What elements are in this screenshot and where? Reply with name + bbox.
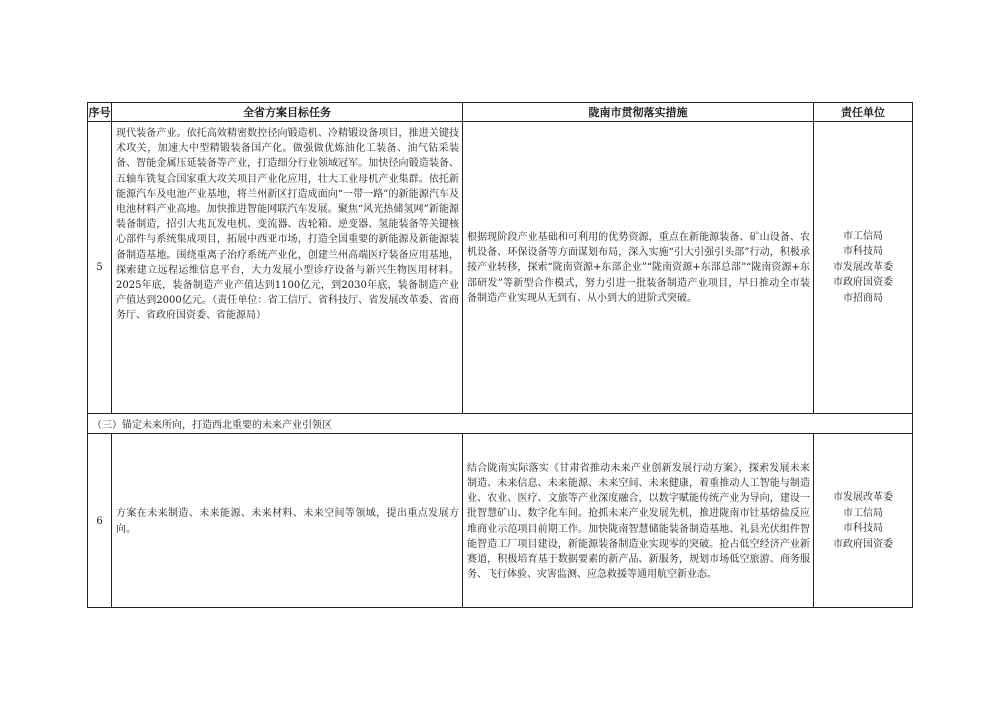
responsible-unit: 市科技局 [843, 246, 883, 258]
responsible-unit: 市科技局 [843, 523, 883, 534]
header-seq: 序号 [88, 106, 111, 119]
row-5-longnan-measure: 根据现阶段产业基础和可利用的优势资源，重点在新能源装备、矿山设备、农机设备、环保设备等方面谋划布局，深入实施“引大引强引头部”行动，积极承接产业转移，探索“陇南资源+东部企业”“陇南资源+东部总部”“陇南资源+东部研发”等新型合作模式，努力引进一批装备制造产业项目，早日推动全市装备制造产业实现从无到有、从小到大的进阶式突破。 [467, 231, 810, 304]
header-longnan-measures: 陇南市贯彻落实措施 [588, 106, 688, 119]
responsible-unit: 市政府国资委 [833, 538, 893, 550]
responsible-unit: 市工信局 [843, 230, 883, 242]
responsible-unit: 市招商局 [843, 292, 883, 304]
row-6-longnan-cell [463, 434, 813, 608]
responsible-unit: 市发展改革委 [833, 492, 893, 503]
row-6-responsible-units [814, 434, 912, 608]
row-6-seq: 6 [96, 515, 103, 527]
header-provincial-tasks: 全省方案目标任务 [243, 106, 331, 119]
responsible-unit: 市工信局 [843, 507, 883, 519]
row-5-longnan-cell [463, 122, 813, 413]
row-6-provincial-task: 方案在未来制造、未来能源、未来材料、未来空间等领域，提出重点发展方向。 [116, 508, 459, 535]
row-5-seq: 5 [96, 262, 103, 273]
section-heading-3: （三）锚定未来所向，打造西北重要的未来产业引领区 [88, 414, 912, 433]
policy-table [87, 102, 913, 608]
row-5-provincial-task: 现代装备产业。依托高效精密数控径向锻造机、冷精锻设备项目，推进关键技术攻关，加速大中型精锻装备国产化。做强做优炼油化工装备、油气钻采装备、智能金属压延装备等产业，打造细分行业领域冠军。加快径向锻造装备、五轴车铣复合国家重大攻关项目产业化应用，壮大工业母机产业集群。依托新能源汽车及电池产业基地，将兰州新区打造成面向“一带一路”的新能源汽车及电池材料产业高地。加快推进智能网联汽车发展。聚焦“风光热储氢网”新能源装备制造，招引大兆瓦发电机、变流器、齿轮箱、逆变器、氢能装备等关键核心部件与系统集成项目，拓展中西亚市场，打造全国重要的新能源及新能源装备制造基地。围绕重离子治疗系统产业化，创建兰州高端医疗装备应用基地，探索建立远程运维信息平台，大力发展小型诊疗设备与新兴生物医用材料。2025年底，装备制造产业产值达到1100亿元，到2030年底，装备制造产业产值达到2000亿元。（责任单位：省工信厅、省科技厅、省发展改革委、省商务厅、省政府国资委、省能源局） [116, 128, 459, 322]
row-6-provincial-cell [112, 434, 462, 608]
row-5-responsible-units [814, 122, 912, 413]
responsible-unit: 市政府国资委 [833, 277, 893, 289]
responsible-unit: 市发展改革委 [833, 261, 893, 273]
row-6-longnan-measure: 结合陇南实际落实《甘肃省推动未来产业创新发展行动方案》，探索发展未来制造、未来信息、未来能源、未来空间、未来健康，着重推动人工智能与制造业、农业、医疗、文旅等产业深度融合，以数字赋能传统产业为导向，建设一批智慧矿山、数字化车间。抢抓未来产业发展先机，推进陇南市钍基熔盐反应堆商业示范项目前期工作。加快陇南智慧储能装备制造基地、礼县光伏组件智能智造工厂项目建设，新能源装备制造业实现零的突破。抢占低空经济产业新赛道，积极培育基于数据要素的新产品、新服务，规划市场低空旅游、商务服务、飞行体验、灾害监测、应急救援等通用航空新业态。 [467, 462, 810, 581]
header-responsible-units: 责任单位 [841, 106, 885, 119]
